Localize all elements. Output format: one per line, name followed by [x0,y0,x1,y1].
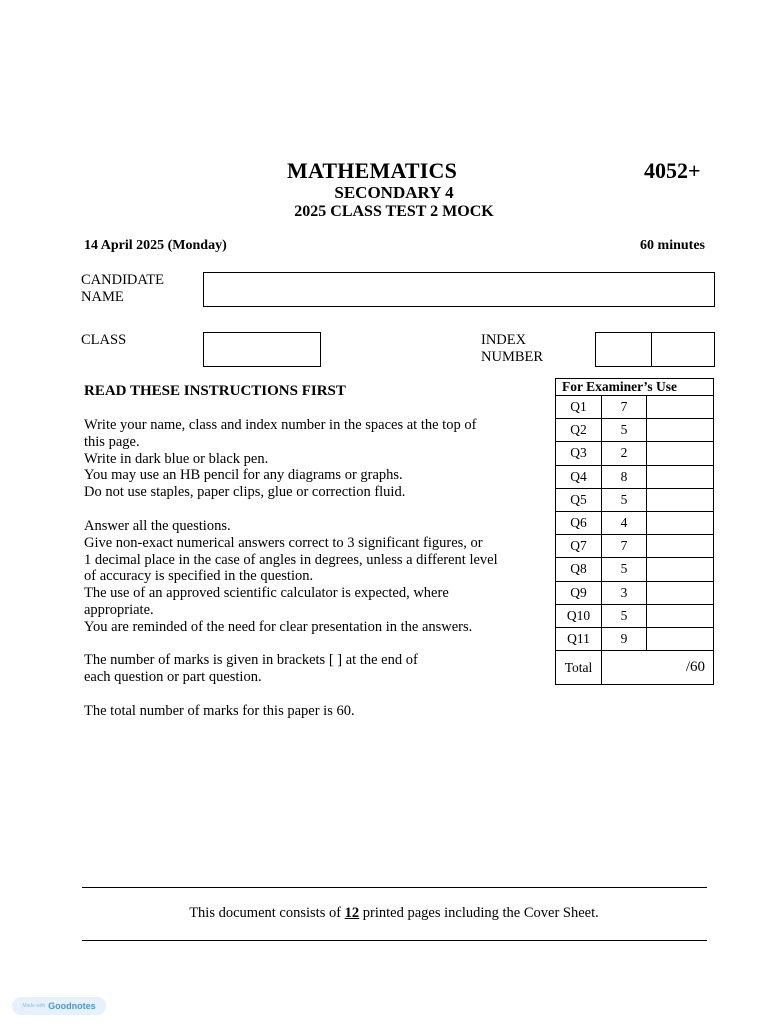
question-marks: 4 [602,511,647,534]
question-marks: 8 [602,465,647,488]
score-cell[interactable] [647,442,714,465]
question-marks: 5 [602,558,647,581]
examiner-heading: For Examiner’s Use [556,379,714,396]
examiner-row [556,604,714,627]
candidate-name-label-line2: NAME [81,289,124,305]
question-marks: 9 [602,627,647,650]
index-number-label-line2: NUMBER [481,349,544,365]
instructions-para-3 [84,652,534,686]
footer-rule-top [82,887,707,888]
question-number: Q3 [556,442,602,465]
footer-text [0,905,768,922]
question-marks: 2 [602,442,647,465]
badge-brand: Goodnotes [48,1001,96,1011]
instruction-line: Do not use staples, paper clips, glue or correction fluid. [84,484,406,501]
examiner-total-row [556,651,714,685]
footer-line [189,905,599,921]
score-cell[interactable] [647,558,714,581]
examiner-row [556,511,714,534]
instruction-line: The total number of marks for this paper is 60. [84,703,355,719]
instruction-line: You are reminded of the need for clear presentation in the answers. [84,618,473,635]
total-score[interactable]: /60 [602,651,714,685]
question-number: Q5 [556,488,602,511]
exam-title [0,203,768,221]
instruction-line: each question or part question. [84,668,262,685]
instruction-line: Write your name, class and index number in the spaces at the top of [84,417,477,433]
question-marks: 3 [602,581,647,604]
score-cell[interactable] [647,488,714,511]
question-marks: 7 [602,396,647,419]
question-number: Q9 [556,581,602,604]
subject-title: MATHEMATICS [287,158,458,183]
examiner-row [556,465,714,488]
score-cell[interactable] [647,604,714,627]
badge-prefix: Made with [22,1003,46,1009]
question-number: Q4 [556,465,602,488]
index-number-label [481,332,543,366]
instruction-line: Write in dark blue or black pen. [84,450,269,467]
instruction-line: this page. [84,433,140,450]
instructions-heading: READ THESE INSTRUCTIONS FIRST [84,383,346,399]
question-number: Q6 [556,511,602,534]
question-marks: 7 [602,535,647,558]
examiner-row [556,627,714,650]
score-cell[interactable] [647,396,714,419]
instruction-line: The number of marks is given in brackets [ ] at the end of [84,652,418,668]
index-number-box-1[interactable] [595,332,652,367]
instruction-line: The use of an approved scientific calculator is expected, where [84,585,449,602]
goodnotes-badge [12,997,106,1015]
instructions-para-1 [84,417,534,501]
index-number-box-2[interactable] [651,332,715,367]
question-marks: 5 [602,488,647,511]
paper-code: 4052+ [644,158,701,183]
instructions-para-4 [84,703,534,720]
question-number: Q7 [556,535,602,558]
question-number: Q1 [556,396,602,419]
instruction-line: You may use an HB pencil for any diagrams or graphs. [84,467,403,484]
examiner-table-header [556,379,714,396]
page-count: 12 [344,905,360,921]
class-label: CLASS [81,332,127,348]
question-marks: 5 [602,419,647,442]
examiner-row [556,581,714,604]
exam-text: 2025 CLASS TEST 2 MOCK [294,203,494,220]
question-number: Q2 [556,419,602,442]
score-cell[interactable] [647,581,714,604]
instruction-line: Give non-exact numerical answers correct to 3 significant figures, or [84,534,483,551]
level-title [0,183,768,203]
question-number: Q10 [556,604,602,627]
score-cell[interactable] [647,511,714,534]
instruction-line: 1 decimal place in the case of angles in degrees, unless a different level [84,551,498,568]
examiner-row [556,558,714,581]
instruction-line: of accuracy is specified in the question. [84,568,314,585]
examiner-row [556,488,714,511]
exam-duration: 60 minutes [640,238,705,253]
score-cell[interactable] [647,535,714,558]
footer-rule-bottom [82,940,707,941]
candidate-name-label-line1: CANDIDATE [81,272,164,288]
class-box[interactable] [203,332,321,367]
question-marks: 5 [602,604,647,627]
index-number-label-line1: INDEX [481,332,527,348]
examiner-row [556,419,714,442]
score-cell[interactable] [647,465,714,488]
candidate-name-label [81,272,164,306]
score-cell[interactable] [647,419,714,442]
score-cell[interactable] [647,627,714,650]
question-number: Q11 [556,627,602,650]
exam-date: 14 April 2025 (Monday) [84,238,227,253]
question-number: Q8 [556,558,602,581]
level-text: SECONDARY 4 [334,183,454,202]
examiner-row [556,396,714,419]
instructions-para-2 [84,518,534,636]
candidate-name-box[interactable] [203,272,715,307]
examiner-table [555,378,714,685]
footer-after: printed pages including the Cover Sheet. [359,905,599,921]
instruction-line: Answer all the questions. [84,518,231,534]
instruction-line: appropriate. [84,601,154,618]
total-label: Total [556,651,602,685]
footer-before: This document consists of [189,905,345,921]
examiner-row [556,442,714,465]
examiner-row [556,535,714,558]
